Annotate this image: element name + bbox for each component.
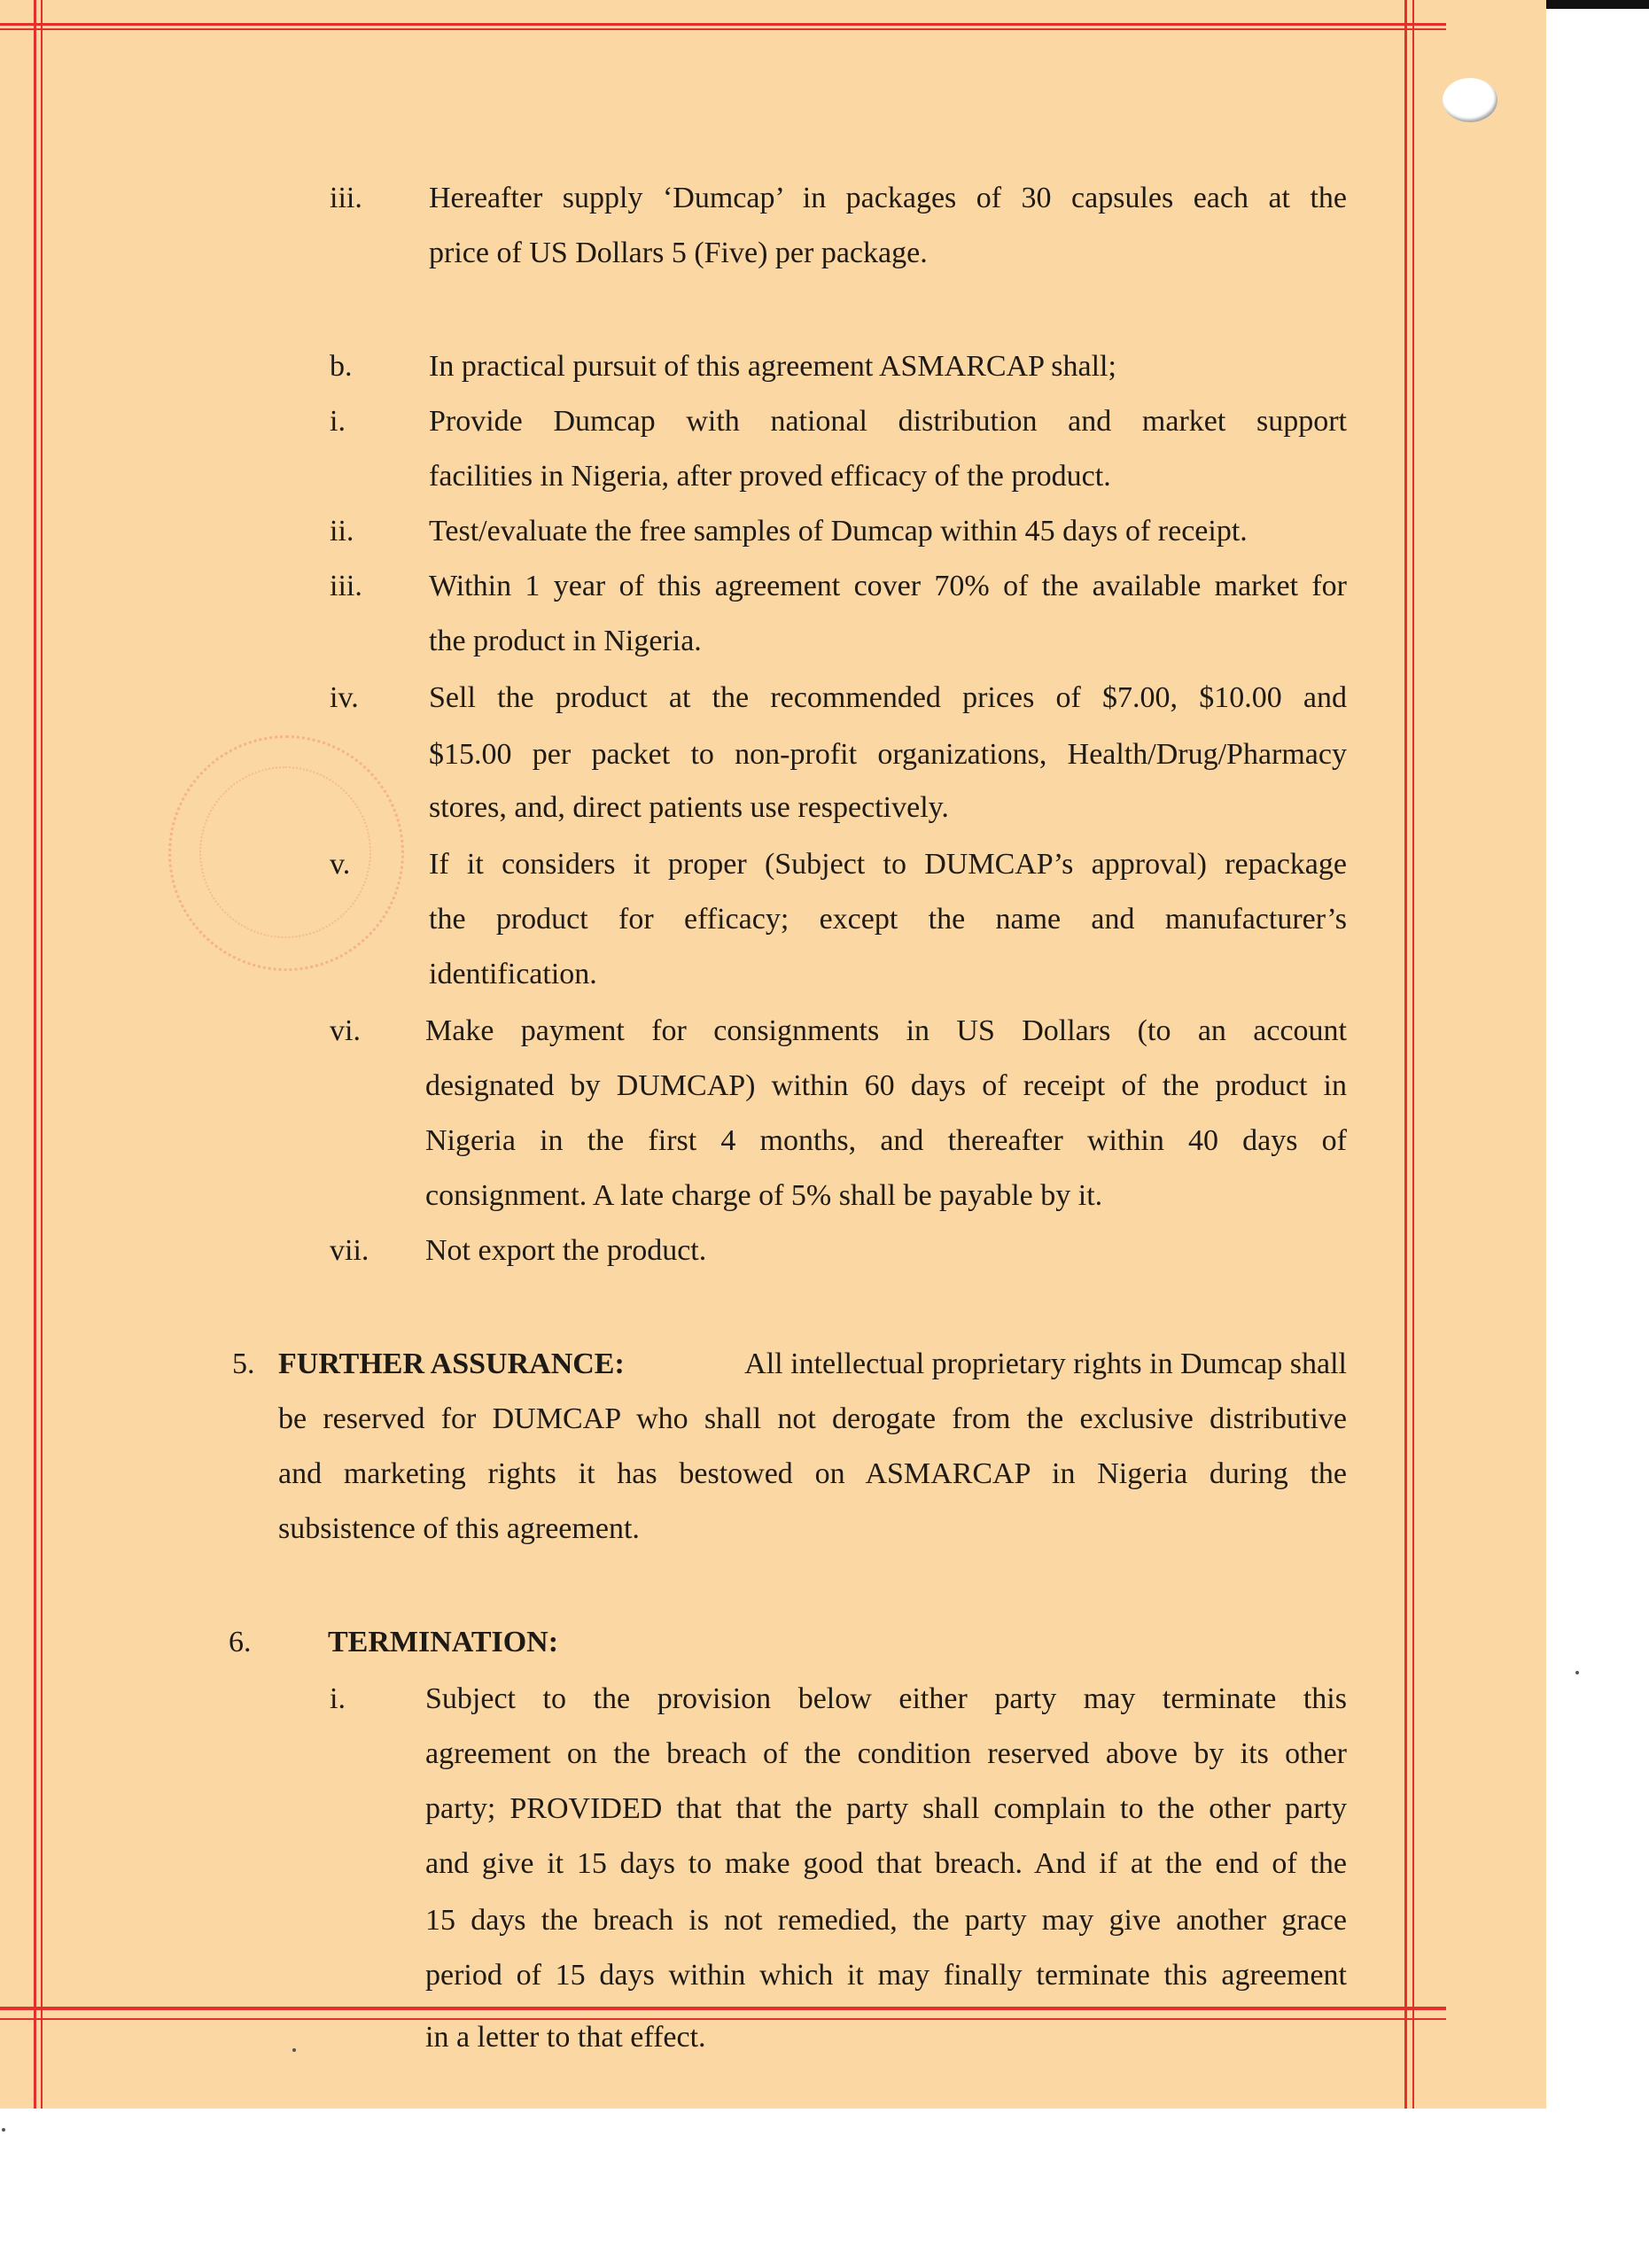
item-b-text: In practical pursuit of this agreement ASMARCAP shall; — [429, 350, 1116, 383]
sub-item-iii-line-1: Within 1 year of this agreement cover 70% of the available market for — [429, 570, 1347, 602]
border-top-line-2 — [0, 28, 1446, 30]
border-bottom-line — [0, 2007, 1446, 2010]
section-6-number: 6. — [229, 1626, 252, 1658]
border-top-line — [0, 23, 1446, 26]
speck-2 — [2, 2128, 5, 2132]
sub-item-iv-label: iv. — [330, 681, 359, 714]
sub-item-vi-line-2: designated by DUMCAP) within 60 days of receipt of the product in — [425, 1069, 1347, 1102]
border-left-line-2 — [41, 0, 43, 2109]
section-6-heading: TERMINATION: — [328, 1626, 559, 1658]
speck-1 — [292, 2048, 296, 2052]
item-a-iii-line-1: Hereafter supply ‘Dumcap’ in packages of 30 capsules each at the — [429, 182, 1347, 214]
sub-item-vi-label: vi. — [330, 1014, 361, 1047]
sub-item-ii-label: ii. — [330, 515, 354, 548]
punch-hole — [1443, 78, 1497, 122]
page-edge-shadow — [1546, 0, 1649, 9]
section-5-first-line-text: All intellectual proprietary rights in Dumcap shall — [744, 1348, 1347, 1380]
border-bottom-line-2 — [0, 2018, 1446, 2020]
section-5-line-4: subsistence of this agreement. — [278, 1512, 640, 1545]
sub-item-vi-line-4: consignment. A late charge of 5% shall be payable by it. — [425, 1179, 1103, 1212]
border-left-line — [34, 0, 36, 2109]
sub-item-v-line-3: identification. — [429, 958, 597, 990]
sub-item-i-line-1: Provide Dumcap with national distribution and market support — [429, 405, 1347, 438]
section-5-first-line — [278, 1347, 1347, 1382]
sub-item-iii-label: iii. — [330, 570, 362, 602]
section-6-line-5: 15 days the breach is not remedied, the party may give another grace — [425, 1904, 1347, 1937]
sub-item-vi-line-1: Make payment for consignments in US Dollars (to an account — [425, 1014, 1347, 1047]
item-a-iii-line-2: price of US Dollars 5 (Five) per package. — [429, 237, 928, 269]
section-5-line-3: and marketing rights it has bestowed on ASMARCAP in Nigeria during the — [278, 1457, 1347, 1490]
section-5-heading: FURTHER ASSURANCE: — [278, 1348, 625, 1380]
sub-item-iv-line-2: $15.00 per packet to non-profit organizations, Health/Drug/Pharmacy — [429, 738, 1347, 771]
section-6-line-4: and give it 15 days to make good that breach. And if at the end of the — [425, 1847, 1347, 1880]
sub-item-vii-line-1: Not export the product. — [425, 1234, 707, 1267]
sub-item-i-label: i. — [330, 405, 346, 438]
sub-item-iv-line-3: stores, and, direct patients use respectively. — [429, 791, 949, 824]
sub-item-iv-line-1: Sell the product at the recommended prices of $7.00, $10.00 and — [429, 681, 1347, 714]
section-6-item-i-label: i. — [330, 1682, 346, 1715]
section-6-line-7: in a letter to that effect. — [425, 2021, 706, 2054]
item-a-iii-label: iii. — [330, 182, 362, 214]
section-5-number: 5. — [232, 1348, 255, 1380]
sub-item-iii-line-2: the product in Nigeria. — [429, 625, 702, 657]
border-right-line — [1404, 0, 1407, 2109]
border-right-line-2 — [1412, 0, 1414, 2109]
section-6-line-1: Subject to the provision below either party may terminate this — [425, 1682, 1347, 1715]
section-6-line-3: party; PROVIDED that that the party shall complain to the other party — [425, 1792, 1347, 1825]
item-b-label: b. — [330, 350, 353, 383]
sub-item-v-line-2: the product for efficacy; except the name and manufacturer’s — [429, 903, 1347, 936]
sub-item-vii-label: vii. — [330, 1234, 369, 1267]
speck-3 — [1575, 1671, 1579, 1674]
sub-item-ii-line-1: Test/evaluate the free samples of Dumcap within 45 days of receipt. — [429, 515, 1248, 548]
sub-item-v-label: v. — [330, 848, 351, 881]
page-edge — [1546, 0, 1649, 2109]
sub-item-v-line-1: If it considers it proper (Subject to DUMCAP’s approval) repackage — [429, 848, 1347, 881]
sub-item-vi-line-3: Nigeria in the first 4 months, and thereafter within 40 days of — [425, 1124, 1347, 1157]
section-6-line-6: period of 15 days within which it may finally terminate this agreement — [425, 1959, 1347, 1992]
section-6-line-2: agreement on the breach of the condition reserved above by its other — [425, 1737, 1347, 1770]
section-5-line-2: be reserved for DUMCAP who shall not derogate from the exclusive distributive — [278, 1402, 1347, 1435]
sub-item-i-line-2: facilities in Nigeria, after proved efficacy of the product. — [429, 460, 1111, 493]
